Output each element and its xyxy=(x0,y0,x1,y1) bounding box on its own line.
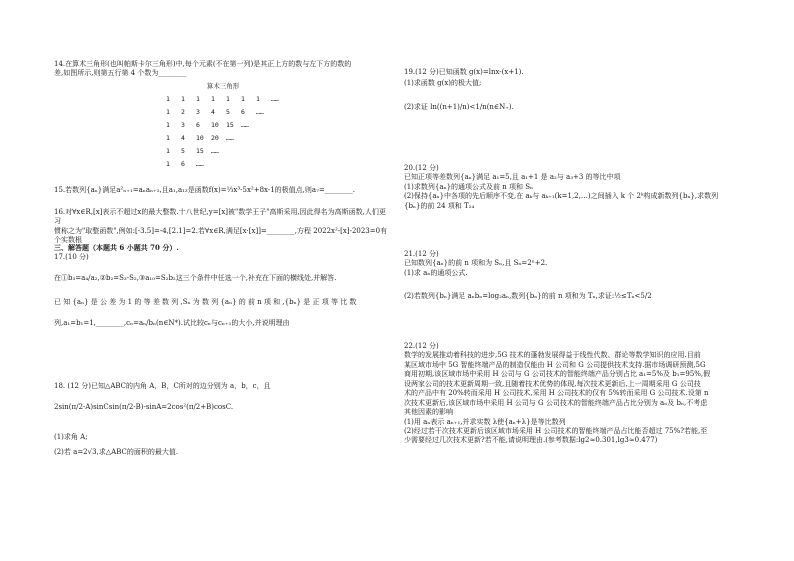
q20-sub-2: (2)保持{aₙ}中各项的先后顺序不变,在 aₖ与 aₖ₊₁(k=1,2,…)之间插入 k 个 2ᵏ构成新数列{bₙ},求数列 xyxy=(404,192,719,201)
q22-line: (2)经过若干次技术更新后该区域市场采用 H 公司技术的智能终端产品占比能否超过 75%?若能,至 xyxy=(404,426,708,435)
q17-line-1: 在①b₃=a₄/a₂,②b₂=S₃-S₂,③a₁₀=S₂b₂这三个条件中任选一个,补充在下面的横线处,并解答. xyxy=(54,274,337,283)
q21-sub-2: (2)若数列{bₙ}满足 aₙbₙ=log₂aₙ,数列{bₙ}的前 n 项和为 Tₙ,求证:½≤Tₙ<5/2 xyxy=(404,292,652,301)
q22-head: 22.(12 分) xyxy=(404,342,439,350)
q20-sub-3: {bₙ}的前 24 项和 T₂₄ xyxy=(404,201,475,210)
question-18 xyxy=(54,382,392,458)
triangle-cell: …… xyxy=(271,95,279,104)
triangle-cell: …… xyxy=(256,108,264,117)
triangle-cell: 1 xyxy=(166,95,170,104)
triangle-cell: 15 xyxy=(196,147,204,156)
triangle-cell: 4 xyxy=(211,108,215,117)
q17-line-2: 已 知 {aₙ} 是 公 差 为 1 的 等 差 数 列 ,Sₙ 为 数 列 {aₙ} 的 前 n 项 和 ,{bₙ} 是 正 项 等 比 数 xyxy=(54,297,357,306)
question-19 xyxy=(404,68,744,112)
q16-line-1: 16.对∀x∈R,[x]表示不超过x的最大整数.十八世纪,y=[x]被"数学王子"高斯采用,因此得名为高斯函数,人们更习 xyxy=(54,208,386,226)
triangle-cell: 3 xyxy=(181,121,185,130)
q22-line: (1)用 aₙ表示 aₙ₊₁,并求实数 λ使{aₙ+λ}是等比数列 xyxy=(404,417,566,426)
q18-sub-2: (2)若 a=2√3,求△ABC的面积的最大值. xyxy=(54,448,179,457)
triangle-cell: …… xyxy=(211,147,219,156)
q22-line: 次技术更新后,该区域市场中采用 H 公司与 G 公司技术的智能终端产品占比分别为 aₙ及 bₙ,不考虑 xyxy=(404,398,708,407)
q19-head: 19.(12 分)已知函数 g(x)=lnx-(x+1). xyxy=(404,68,524,76)
triangle-cell: 5 xyxy=(226,108,230,117)
triangle-cell: 1 xyxy=(166,160,170,169)
q20-sub-1: (1)求数列{aₙ}的通项公式及前 n 项和 Sₙ xyxy=(404,182,534,191)
q18-formula: 2sin(π/2-A)sinCsin(π/2-B)-sinA=2cos²(π/2+B)cosC. xyxy=(54,403,234,412)
question-15 xyxy=(54,186,392,195)
triangle-cell: 1 xyxy=(166,134,170,143)
triangle-row xyxy=(166,106,286,119)
q21-head: 21.(12 分) xyxy=(404,250,439,258)
triangle-cell: 10 xyxy=(196,134,204,143)
question-22 xyxy=(404,342,744,446)
triangle-row xyxy=(166,145,286,158)
triangle-cell: 1 xyxy=(211,95,215,104)
q22-line: 商用初期,该区域市场中采用 H 公司与 G 公司技术的智能终端产品分别占比 a₁=5%及 b₁=95%,假 xyxy=(404,370,711,379)
triangle-cell: 6 xyxy=(181,160,185,169)
triangle-cell: 3 xyxy=(196,108,200,117)
q22-line: 某区域市场中 5G 智能终端产品的制造仅能由 H 公司和 G 公司提供技术支持.据市场调研预测,5G xyxy=(404,360,706,369)
q19-sub-1: (1)求函数 g(x)的极大值; xyxy=(404,79,482,88)
triangle-cell: 1 xyxy=(181,95,185,104)
q21-line-1: 已知数列{aₙ}的前 n 项和为 Sₙ,且 Sₙ=2ⁿ+2. xyxy=(404,259,548,268)
q16-line-2: 惯称之为"取整函数",例如:[-3.5]=-4,[2.1]=2.若∀x∈R,满足[x·[x]]=________,方程 2022x²-[x]-2023=0有 xyxy=(54,226,388,235)
triangle-cell: …… xyxy=(196,160,204,169)
q21-sub-1: (1)求 aₙ的通项公式. xyxy=(404,268,468,277)
q22-line: 术的产品中有 20%转而采用 H 公司技术,采用 H 公司技术的仅有 5%转而采用 G 公司技术.设第 n xyxy=(404,389,709,398)
triangle-cell: 1 xyxy=(226,95,230,104)
q16-line-3: 个实数根 xyxy=(54,236,82,245)
question-21 xyxy=(404,250,744,302)
question-17 xyxy=(54,253,392,329)
triangle-cell: 6 xyxy=(241,108,245,117)
q22-line: 设两家公司的技术更新周期一致,且随着技术优势的体现,每次技术更新后,上一周期采用 G 公司技 xyxy=(404,379,701,388)
q19-sub-2: (2)求证 ln((n+1)/n)<1/n(n∈N₊). xyxy=(404,102,514,111)
section-3-heading xyxy=(54,243,392,252)
triangle-cell: 1 xyxy=(166,121,170,130)
triangle-cell: 20 xyxy=(211,134,219,143)
triangle-cell: 1 xyxy=(166,147,170,156)
q20-line-1: 已知正项等差数列{aₙ}满足 a₁=5,且 a₁+1 是 a₂与 a₃+3 的等比中项 xyxy=(404,173,621,182)
triangle-cell: 4 xyxy=(181,134,185,143)
question-16 xyxy=(54,208,392,246)
triangle-cell: 15 xyxy=(226,121,234,130)
triangle-cell: 1 xyxy=(166,108,170,117)
q18-head: 18. (12 分)已知△ABC的内角 A，B，C所对的边分别为 a，b，c，且 xyxy=(54,382,271,390)
q20-head: 20.(12 分) xyxy=(404,164,439,172)
triangle-cell: 1 xyxy=(196,95,200,104)
triangle-cell: 1 xyxy=(241,95,245,104)
triangle-cell: 10 xyxy=(211,121,219,130)
q14-line-1: 14.在算术三角形(也叫帕斯卡尔三角形)中,每个元素(不在第一列)是其正上方的数与左下方的数的 xyxy=(54,60,352,68)
arithmetic-triangle xyxy=(166,93,286,171)
q17-head: 17.(10 分) xyxy=(54,253,89,261)
triangle-row xyxy=(166,93,286,106)
q22-line: 少需要经过几次技术更新?若不能,请说明理由.(参考数据:lg2≈0.301,lg3≈0.477) xyxy=(404,436,658,445)
q17-line-3: 列,a₁=b₁=1,________,cₙ=aₙ/bₙ(n∈N*).试比较cₙ与cₙ₊₁的大小,并说明理由 xyxy=(54,319,290,328)
q18-sub-1: (1)求角 A; xyxy=(54,432,88,441)
triangle-cell: 2 xyxy=(181,108,185,117)
triangle-cell: 5 xyxy=(181,147,185,156)
q22-line: 数学的发展推动着科技的进步,5G 技术的蓬勃发展得益于线性代数、群论等数学知识的应用.目前 xyxy=(404,351,701,360)
triangle-cell: 6 xyxy=(196,121,200,130)
triangle-cell: …… xyxy=(226,134,234,143)
triangle-row xyxy=(166,158,286,171)
triangle-row xyxy=(166,132,286,145)
q22-line: 其他因素的影响 xyxy=(404,408,453,417)
question-14 xyxy=(54,60,392,169)
triangle-row xyxy=(166,119,286,132)
q14-line-2: 差,如图所示,则第五行第 4 个数为________ xyxy=(54,69,187,78)
triangle-cell: …… xyxy=(241,121,249,130)
q15-text: 15.若数列{aₙ}满足a²ₙ₊₁=aₙaₙ₊₂,且a₁,a₁₃是函数f(x)=⅓x³-5x²+8x-1的极值点,则a₇=________. xyxy=(54,186,355,194)
question-20 xyxy=(404,164,744,211)
triangle-cell: 1 xyxy=(256,95,260,104)
section-3-title: 三、解答题（本题共 6 小题共 70 分）. xyxy=(54,243,179,252)
triangle-title: 算术三角形 xyxy=(206,82,240,90)
